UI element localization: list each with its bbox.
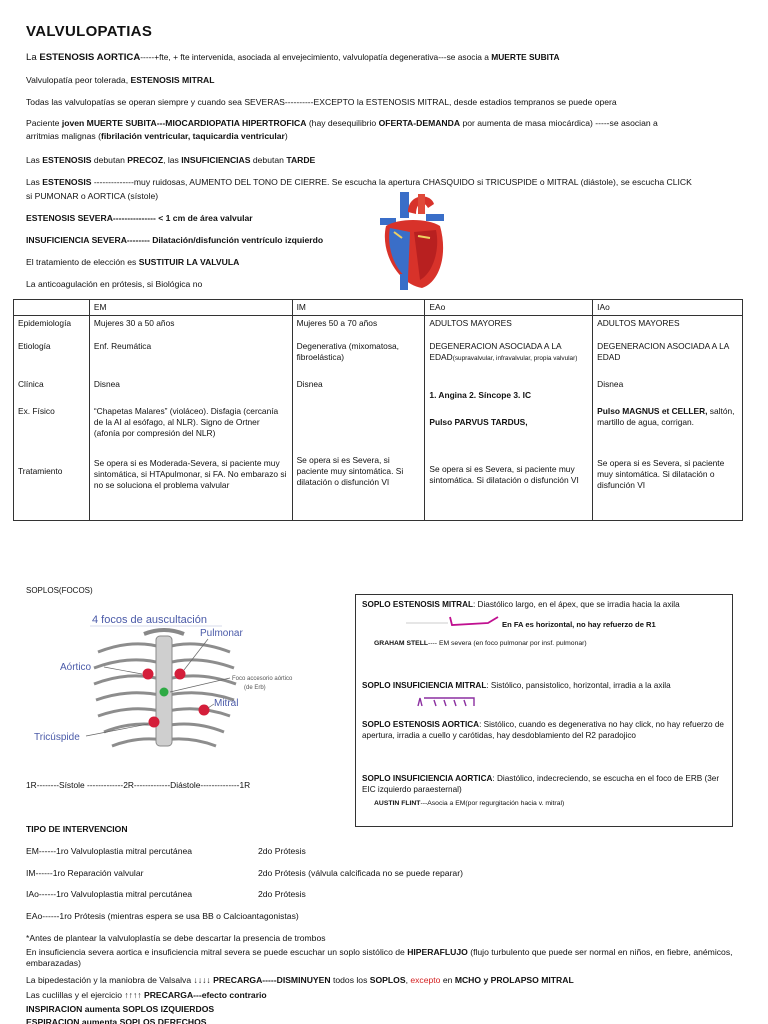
im-epidemiologia: Mujeres 50 a 70 años	[296, 317, 378, 328]
table-header: EAo	[425, 300, 593, 316]
tipo-row-im-2: 2do Prótesis (válvula calcificada no se puede reparar)	[258, 868, 463, 878]
intro-line-arritmias: arritmias malignas (fibrilación ventricular, taquicardia ventricular)	[26, 131, 288, 141]
intro-line-estenosis-severa: ESTENOSIS SEVERA--------------- < 1 cm de área valvular	[26, 213, 253, 223]
label-foco-accesorio: Foco accesorio aórtico	[232, 676, 293, 682]
col-im	[293, 316, 425, 520]
heart-illustration	[378, 192, 448, 290]
note-hiperflujo: En insuficiencia severa aortica e insuficiencia mitral severa se puede escuchar un soplo sistólico de HIPERAFLUJO (flujo turbulento que puede ser normal en niños, en fiebre, anémicos, embarazadas)	[26, 947, 733, 969]
label-aortico: Aórtico	[60, 662, 92, 673]
tipo-row-em-2: 2do Prótesis	[258, 846, 306, 856]
label-pulmonar: Pulmonar	[200, 628, 243, 639]
tipo-row-em: EM------1ro Valvuloplastia mitral percutánea	[26, 846, 193, 856]
iao-epidemiologia: ADULTOS MAYORES	[597, 317, 680, 328]
erb-focus-marker	[160, 688, 169, 697]
intro-line-anticoagulacion: La anticoagulación en prótesis, si Biológica no	[26, 279, 203, 289]
label-mitral: Mitral	[214, 698, 239, 709]
tipo-row-im: IM------1ro Reparación valvular	[26, 868, 144, 878]
note-espiracion: ESPIRACION aumenta SOPLOS DERECHOS	[26, 1017, 207, 1024]
eao-tratamiento: Se opera si es Severa, si paciente muy sintomática. Si dilatación o disfunción VI	[429, 463, 579, 485]
note-trombos: *Antes de plantear la valvuloplastía se debe descartar la presencia de trombos	[26, 933, 326, 943]
intro-line-insuficiencia-severa: INSUFICIENCIA SEVERA-------- Dilatación/disfunción ventrículo izquierdo	[26, 235, 324, 245]
soplos-label: SOPLOS(FOCOS)	[26, 586, 93, 595]
graham-stell: GRAHAM STELL---- EM severa (en foco pulmonar por insf. pulmonar)	[374, 640, 587, 647]
row-label: Tratamiento	[18, 465, 63, 476]
soplo-em-fa: En FA es horizontal, no hay refuerzo de R1	[502, 620, 656, 629]
intro-line-estenosis-aortica: La ESTENOSIS AORTICA-----+fte, + fte intervenida, asociada al envejecimiento, valvulopatía degenerativa---se asocia a MUERTE SUBITA	[26, 52, 560, 63]
em-epidemiologia: Mujeres 30 a 50 años	[93, 317, 175, 328]
note-valsalva: La bipedestación y la maniobra de Valsalva ↓↓↓↓ PRECARGA-----DISMINUYEN todos los SOPLOS, excepto en MCHO y PROLAPSO MITRAL	[26, 975, 574, 985]
tipo-row-iao: IAo------1ro Valvuloplastia mitral percutánea	[26, 889, 193, 899]
im-clinica: Disnea	[296, 378, 323, 389]
col-iao	[593, 316, 742, 520]
intro-line-operan: Todas las valvulopatías se operan siempre y cuando sea SEVERAS----------EXCEPTO la ESTENOSIS MITRAL, desde estadios tempranos se puede opera	[26, 97, 617, 107]
aortic-focus-marker	[143, 669, 154, 680]
valve-table	[13, 299, 743, 521]
intro-line-joven: Paciente joven MUERTE SUBITA---MIOCARDIOPATIA HIPERTROFICA (hay desequilibrio OFERTA-DEMANDA por aumenta de masa miocárdica) -----se asocian a	[26, 118, 658, 128]
row-label: Epidemiología	[18, 317, 72, 328]
diagram-title: 4 focos de auscultación	[92, 614, 207, 626]
eao-ex-fisico: Pulso PARVUS TARDUS,	[429, 416, 528, 427]
intro-line-ruidosas: Las ESTENOSIS --------------muy ruidosas, AUMENTO DEL TONO DE CIERRE. Se escucha la apertura CHASQUIDO si TRICUSPIDE o MITRAL (diástole), se escucha CLICK	[26, 177, 692, 187]
tipo-row-eao: EAo------1ro Prótesis (mientras espera se usa BB o Calcioantagonistas)	[26, 911, 299, 921]
col-em	[90, 316, 292, 520]
note-cuclillas: Las cuclillas y el ejercicio ↑↑↑↑ PRECARGA---efecto contrario	[26, 990, 267, 1000]
label-de-erb: (de Erb)	[244, 685, 266, 691]
im-tratamiento: Se opera si es Severa, si paciente muy sintomática. Si dilatación o disfunción VI	[296, 454, 404, 487]
em-etiologia: Enf. Reumática	[93, 340, 152, 351]
eao-clinica: 1. Angina 2. Síncope 3. IC	[429, 389, 532, 400]
im-etiologia: Degenerativa (mixomatosa, fibroelástica)	[296, 340, 399, 362]
soplo-ea: SOPLO ESTENOSIS AORTICA: Sistólico, cuando es degenerativa no hay click, no hay refuerzo de apertura, irradia a cuello y carótidas, hay desdoblamiento del R2 paradojico	[362, 720, 724, 741]
table-header	[14, 300, 90, 316]
em-ex-fisico: “Chapetas Malares” (violáceo). Disfagia (cercanía de la AI al esófago, al NLR). Signo de Ortner (afonía por compresión del NLR)	[93, 405, 279, 438]
note-inspiracion: INSPIRACION aumenta SOPLOS IZQUIERDOS	[26, 1004, 215, 1014]
intro-line-debut: Las ESTENOSIS debutan PRECOZ, las INSUFICIENCIAS debutan TARDE	[26, 155, 316, 165]
austin-flint: AUSTIN FLINT---Asocia a EM(por regurgitación hacia v. mitral)	[374, 800, 565, 807]
row-label: Etiología	[18, 340, 51, 351]
tricuspid-focus-marker	[149, 717, 160, 728]
em-murmur-sketch	[406, 613, 506, 629]
soplo-im: SOPLO INSUFICIENCIA MITRAL: Sistólico, pansistolico, horizontal, irradia a la axila	[362, 681, 671, 690]
eao-etiologia: DEGENERACION ASOCIADA A LA EDAD(supravalvular, infravalvular, propia valvular)	[429, 340, 578, 362]
page-title: VALVULOPATIAS	[26, 23, 153, 40]
soplo-em: SOPLO ESTENOSIS MITRAL: Diastólico largo, en el ápex, que se irradia hacia la axila	[362, 600, 680, 609]
table-header: IM	[292, 300, 425, 316]
im-murmur-sketch	[414, 694, 484, 710]
soplo-ia: SOPLO INSUFICIENCIA AORTICA: Diastólico, indecreciendo, se escucha en el foco de ERB (3er EIC izquierdo paraesternal)	[362, 774, 720, 795]
row-label: Clínica	[18, 378, 44, 389]
cardiac-cycle: 1R--------Sístole -------------2R-------------Diástole--------------1R	[26, 780, 251, 790]
row-labels	[14, 316, 89, 520]
em-tratamiento: Se opera si es Moderada-Severa, si paciente muy sintomática, si HTApulmonar, si FA. No embarazo si no se soluciona el problema valvular	[93, 457, 287, 490]
iao-etiologia: DEGENERACION ASOCIADA A LA EDAD	[597, 340, 729, 362]
auscultation-diagram	[24, 604, 306, 776]
soplos-box	[355, 594, 733, 827]
iao-tratamiento: Se opera si es Severa, si paciente muy sintomática. Si dilatación o disfunción VI	[597, 457, 725, 490]
tipo-row-iao-2: 2do Prótesis	[258, 889, 306, 899]
em-clinica: Disnea	[93, 378, 120, 389]
intro-line-tratamiento: El tratamiento de elección es SUSTITUIR LA VALVULA	[26, 257, 240, 267]
intro-line-peor-tolerada: Valvulopatía peor tolerada, ESTENOSIS MITRAL	[26, 75, 215, 85]
label-tricuspide: Tricúspide	[34, 732, 80, 743]
row-label: Ex. Físico	[18, 405, 55, 416]
iao-clinica: Disnea	[597, 378, 624, 389]
intro-line-pumonar: si PUMONAR o AORTICA (sístole)	[26, 191, 159, 201]
table-header: EM	[89, 300, 292, 316]
table-header: IAo	[593, 300, 743, 316]
mitral-focus-marker	[199, 705, 210, 716]
iao-ex-fisico: Pulso MAGNUS et CELLER, saltón, martillo de agua, corrigan.	[597, 405, 735, 427]
eao-epidemiologia: ADULTOS MAYORES	[429, 317, 512, 328]
col-eao	[425, 316, 592, 520]
tipo-intervencion-heading: TIPO DE INTERVENCION	[26, 824, 128, 834]
pulmonary-focus-marker	[175, 669, 186, 680]
